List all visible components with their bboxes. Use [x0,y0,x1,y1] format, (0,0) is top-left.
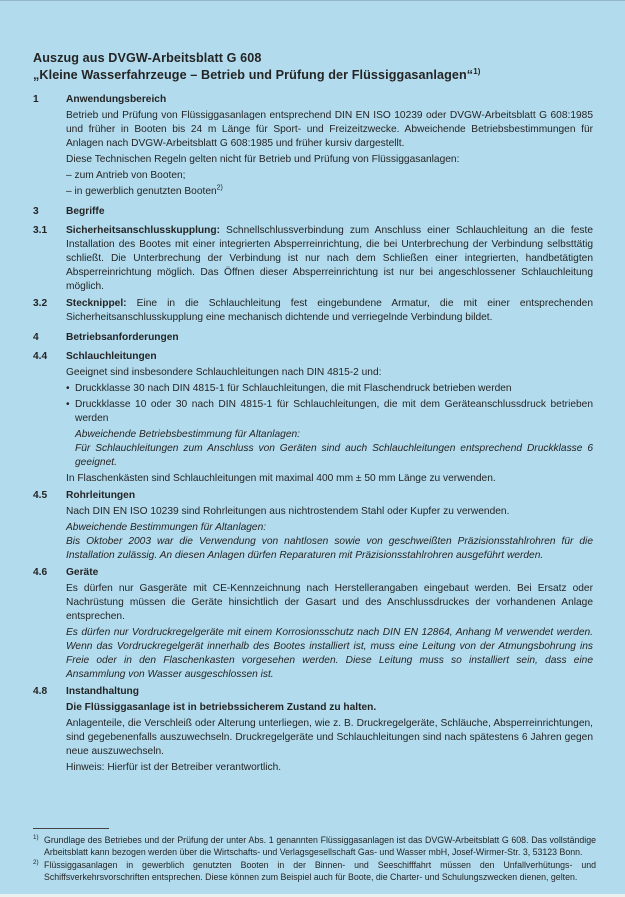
section-3-2-body [66,297,593,325]
section-3-1-paragraph [66,224,593,294]
section-4-5-body [66,489,593,563]
section-4-8-bold-statement: Die Flüssiggasanlage ist in betriebssicherem Zustand zu halten. [66,702,377,713]
section-3-number: 3 [33,206,39,217]
footnote-2-text: Flüssiggasanlagen in gewerblich genutzten Booten in der Binnen- und Seeschifffahrt müssen den Unfallverhütungs- und Schiffsverkehrsvorschriften entsprechen. Diese können zum Beispiel auch für Boote, die Charter- und Schulungszwecken dienen, gelten. [44,860,596,883]
section-3-heading: Begriffe [66,206,105,217]
section-4-heading: Betriebsanforderungen [66,332,179,343]
section-4-4-number: 4.4 [33,351,48,362]
section-3-2-definition: Eine in die Schlauchleitung fest eingebundene Armatur, die mit einer entsprechenden Sicherheitsanschlusskupplung eine mechanisch dichtende und verriegelnde Verbindung bildet. [66,298,593,323]
section-4-4-paragraph-2: In Flaschenkästen sind Schlauchleitungen mit maximal 400 mm ± 50 mm Länge zu verwenden. [66,473,496,484]
footnote-1-ref: 1) [33,834,39,842]
bullet-1-text: Druckklasse 30 nach DIN 4815-1 für Schlauchleitungen, die mit Flaschendruck betrieben werden [75,383,512,394]
section-4 [33,331,593,347]
section-4-5-italic-note-text: Bis Oktober 2003 war die Verwendung von nahtlosen sowie von geschweißten Präzisionsstahlrohren für die Installation zulässig. An diesen Anlagen dürfen Reparaturen mit Präzisionsstahlrohren ausgeführt werden. [66,536,593,561]
section-1-dash-item-1: – zum Antrieb von Booten; [66,170,186,181]
title-line-1: Auszug aus DVGW-Arbeitsblatt G 608 [33,51,262,65]
dash-item-2-text: – in gewerblich genutzten Booten [66,186,217,197]
title-line-2 [33,67,593,84]
footnote-2-marker [33,860,44,883]
section-4-4 [33,350,593,486]
section-4-6-number: 4.6 [33,567,48,578]
section-1-number: 1 [33,94,39,105]
section-4-5-paragraph-1: Nach DIN EN ISO 10239 sind Rohrleitungen aus nichtrostendem Stahl oder Kupfer zu verwenden. [66,506,510,517]
bullet-2-text: Druckklasse 10 oder 30 nach DIN 4815-1 für Schlauchleitungen, die mit dem Geräteanschlussdruck betrieben werden [75,399,593,424]
section-4-5-number: 4.5 [33,490,48,501]
section-3-1 [33,224,593,294]
section-1 [33,93,593,199]
section-4-8-body [66,685,593,775]
section-1-heading: Anwendungsbereich [66,94,167,105]
section-4-6-body [66,566,593,682]
section-4-6-heading: Geräte [66,567,99,578]
section-3-2 [33,297,593,325]
title-line-2-text: „Kleine Wasserfahrzeuge – Betrieb und Prüfung der Flüssiggasanlagen“ [33,68,474,82]
section-3-1-body [66,224,593,294]
section-4-8-note: Hinweis: Hierfür ist der Betreiber verantwortlich. [66,762,282,773]
section-1-dash-item-2 [66,185,593,199]
document-content [33,50,593,775]
bullet-icon: • [66,399,70,410]
section-4-4-paragraph-1: Geeignet sind insbesondere Schlauchleitungen nach DIN 4815-2 und: [66,367,382,378]
section-4-5-italic-note-title: Abweichende Bestimmungen für Altanlagen: [66,522,267,533]
section-4-8-paragraph-1: Anlagenteile, die Verschleiß oder Alterung unterliegen, wie z. B. Druckregelgeräte, Schläuche, Absperreinrichtungen, sind gegebenenfalls auszuwechseln. Druckregelgeräte und Schlauchleitungen sind nach spätestens 6 Jahren gegen neue auszuwechseln. [66,718,593,757]
section-4-4-body [66,350,593,486]
section-3-2-term: Stecknippel: [66,298,127,309]
footnote-2-ref: 2) [33,859,39,867]
section-4-8-heading: Instandhaltung [66,686,140,697]
footnote-1-marker [33,835,44,858]
section-3-1-definition: Schnellschlussverbindung zum Anschluss einer Schlauchleitung an die feste Installation des Bootes mit einer integrierten Absperreinrichtung, die bei Unterbrechung der Verbindung selbsttätig schließt. Die Unterbrechung der Verbindung ist nur nach dem Schließen einer integrierten, handbetätigten Absperreinrichtung möglich. Das Öffnen dieser Absperreinrichtung ist nur bei angeschlossener Schlauchleitung möglich. [66,225,593,292]
section-3-body [66,205,593,221]
section-4-4-italic-note-title: Abweichende Betriebsbestimmung für Altanlagen: [75,429,301,440]
section-1-paragraph-2: Diese Technischen Regeln gelten nicht für Betrieb und Prüfung von Flüssiggasanlagen: [66,154,460,165]
section-4-4-bullet-1 [66,382,593,396]
footnote-1 [33,835,596,858]
section-3-1-number: 3.1 [33,225,48,236]
footnote-2 [33,860,596,883]
title-footnote-ref: 1) [473,66,481,76]
document-title [33,50,593,84]
section-4-4-heading: Schlauchleitungen [66,351,157,362]
bullet-icon: • [66,383,70,394]
section-4-6-italic-note-text: Es dürfen nur Vordruckregelgeräte mit einem Korrosionsschutz nach DIN EN 12864, Anhang M verwendet werden. Wenn das Vordruckregelgerät innerhalb des Bootes installiert ist, muss eine Leitung von der Atmungsbohrung ins Freie oder in den Flaschenkasten vorgesehen werden. Diese Leitung muss so installiert sein, dass eine Ansammlung von Wasser ausgeschlossen ist. [66,627,593,680]
section-4-4-italic-note-text: Für Schlauchleitungen zum Anschluss von Geräten sind auch Schlauchleitungen entsprechend Druckklasse 6 geeignet. [75,443,593,468]
footnote-1-text: Grundlage des Betriebes und der Prüfung der unter Abs. 1 genannten Flüssiggasanlagen ist das DVGW-Arbeitsblatt G 608. Das vollständige Arbeitsblatt kann bezogen werden über die Wirtschafts- und Verlagsgesellschaft Gas- und Wasser mbH, Josef-Wirmer-Str. 3, 53123 Bonn. [44,835,596,857]
section-3-1-term: Sicherheitsanschlusskupplung: [66,225,220,236]
section-1-body [66,93,593,199]
section-1-paragraph-1: Betrieb und Prüfung von Flüssiggasanlagen entsprechend DIN EN ISO 10239 oder DVGW-Arbeitsblatt G 608:1985 und früher in Booten bis 24 m Länge für Sport- und Freizeitzwecke. Abweichende Betriebsbestimmungen für Anlagen nach DVGW-Arbeitsblatt G 608:1985 und früher kursiv dargestellt. [66,110,593,149]
section-4-4-bullet-2 [66,398,593,426]
section-4-6 [33,566,593,682]
section-3 [33,205,593,221]
section-3-2-number: 3.2 [33,298,48,309]
section-3-2-paragraph [66,297,593,325]
section-4-6-paragraph-1: Es dürfen nur Gasgeräte mit CE-Kennzeichnung nach Herstellerangaben eingebaut werden. Bei Ersatz oder Nachrüstung müssen die Geräte hinsichtlich der Gasart und des Anschlussdruckes der vorhandenen Anlage entsprechen. [66,583,593,622]
dash-item-2-footnote-ref: 2) [216,184,223,192]
section-4-5 [33,489,593,563]
footnotes [33,828,596,884]
page-top-edge [0,0,625,1]
footnote-separator-rule [33,828,109,829]
section-4-8-number: 4.8 [33,686,48,697]
section-4-8 [33,685,593,775]
section-4-body [66,331,593,347]
section-4-5-heading: Rohrleitungen [66,490,136,501]
section-4-number: 4 [33,332,39,343]
